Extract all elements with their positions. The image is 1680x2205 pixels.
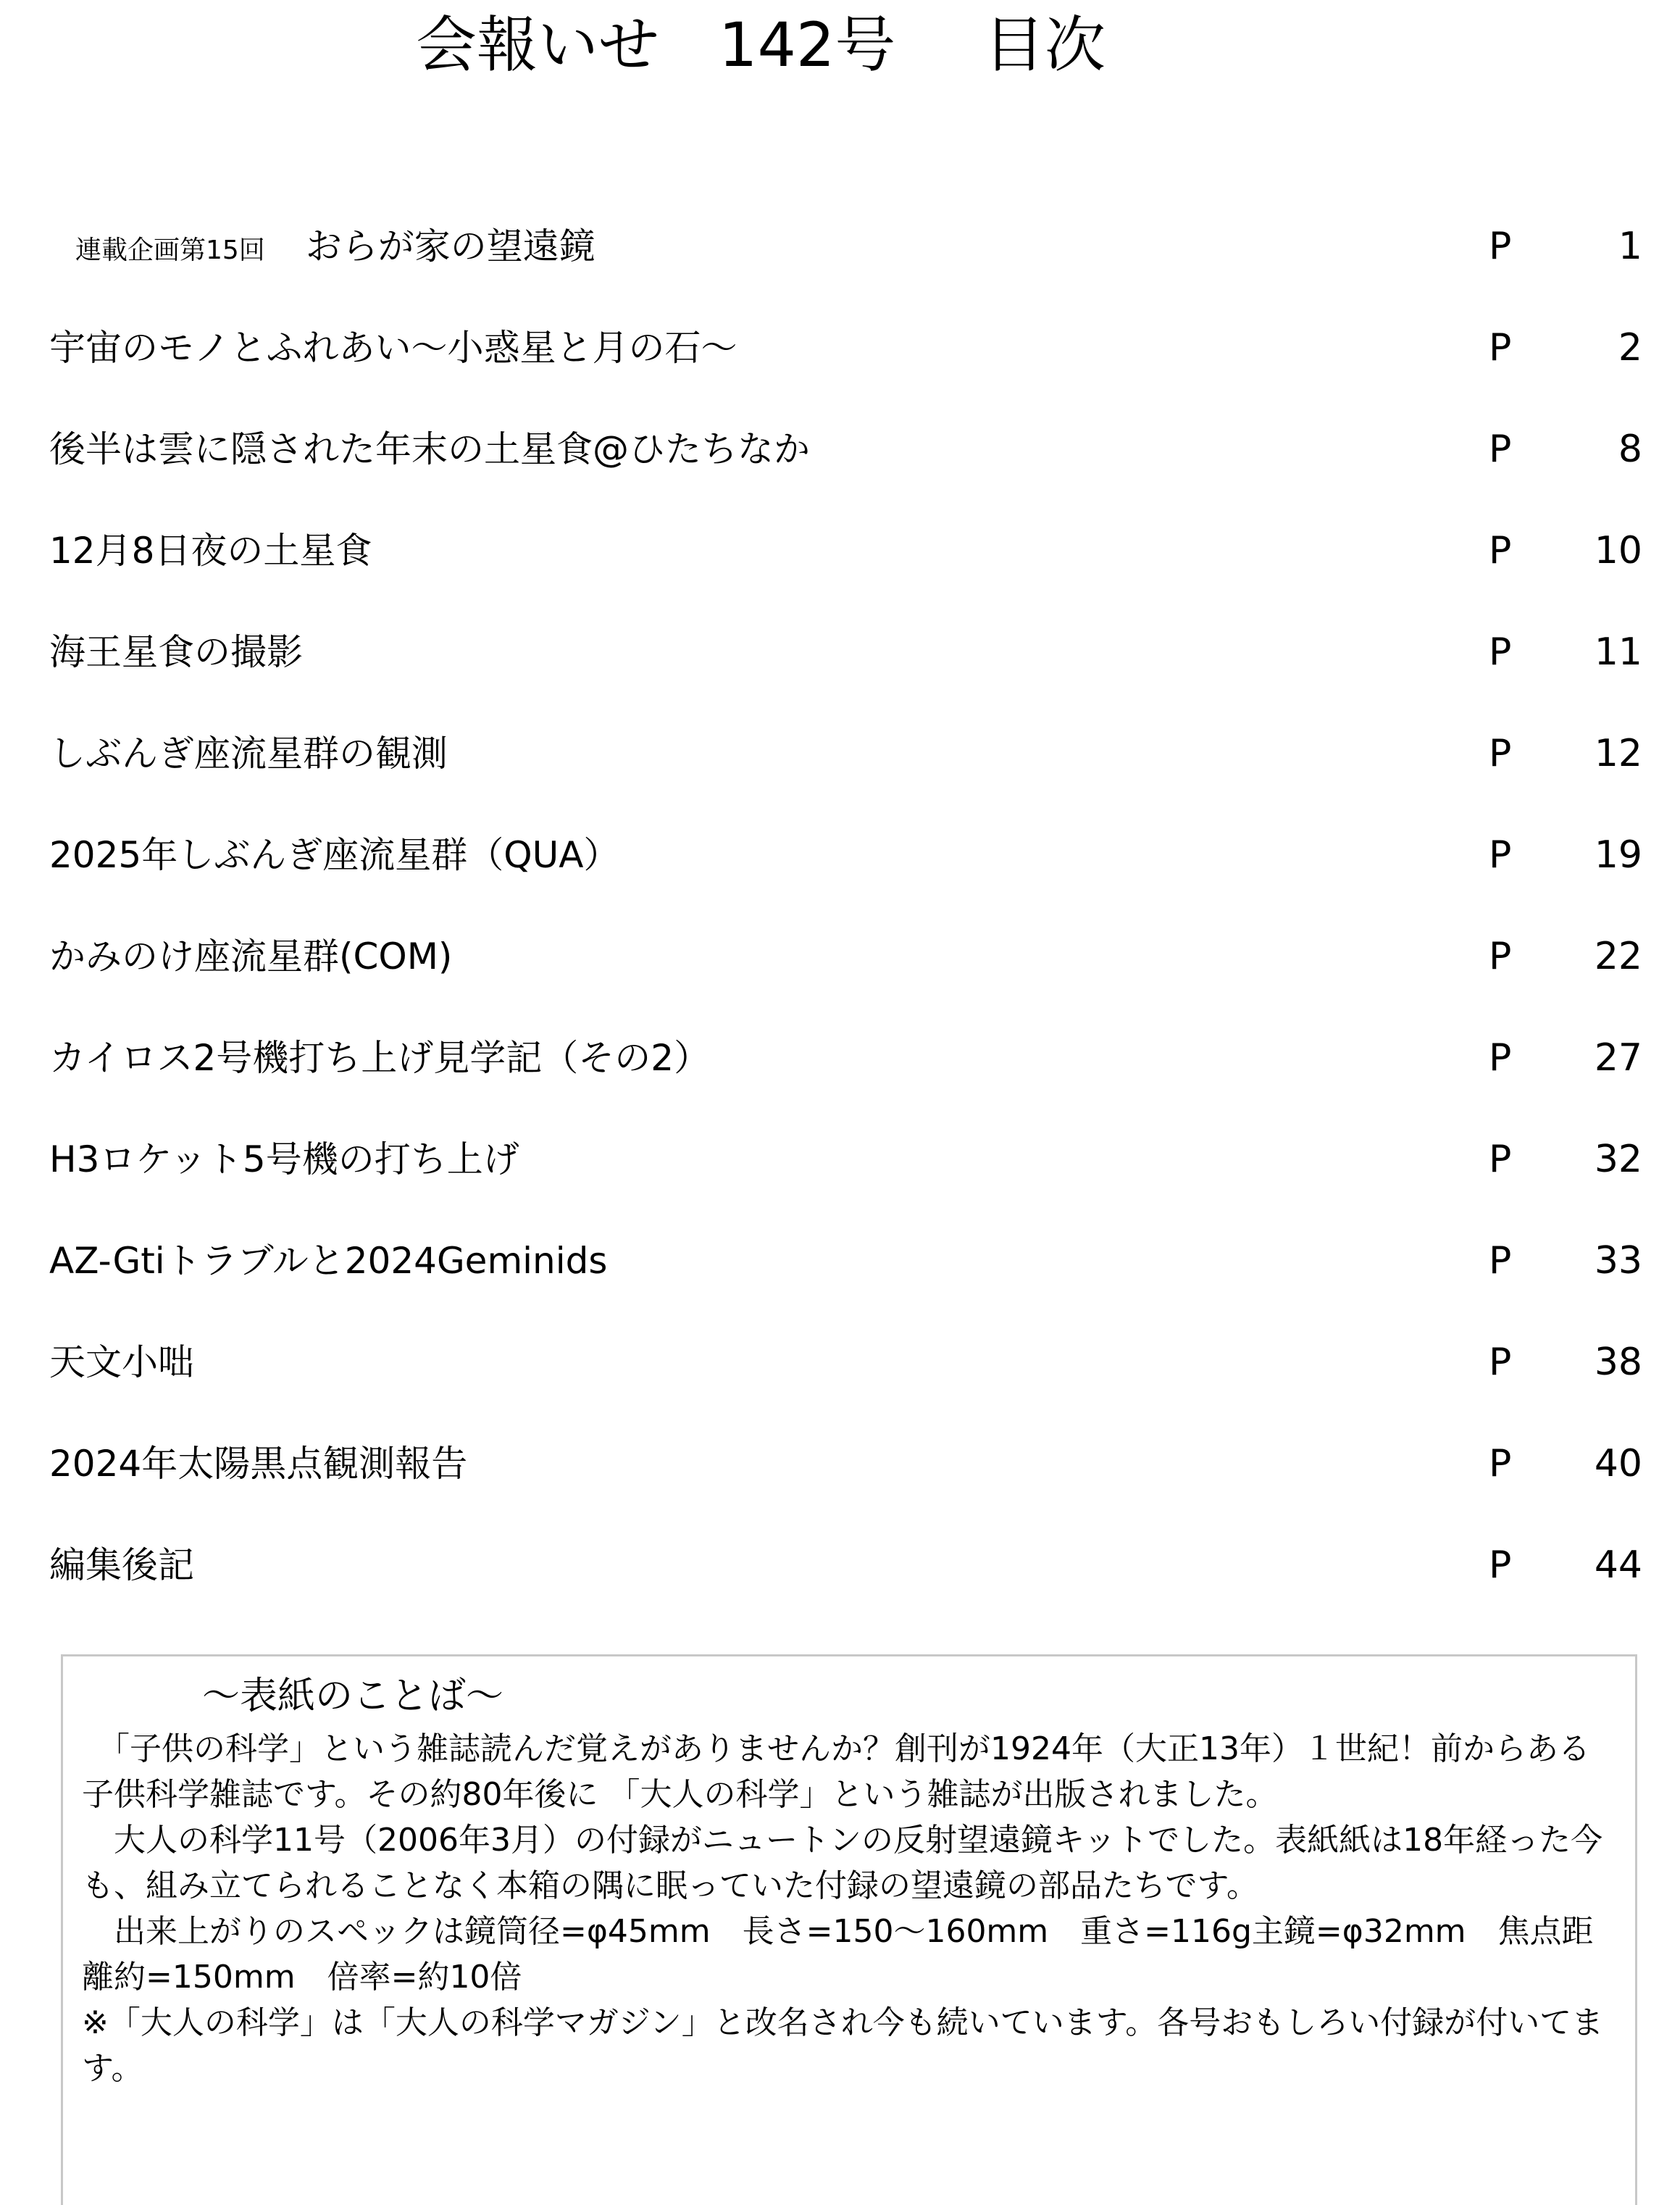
- toc-page-prefix: P: [1489, 1543, 1512, 1587]
- cover-paragraph: 「子供の科学」という雑誌読んだ覚えがありませんか？創刊が1924年（大正13年）１世紀！前からある子供科学雑誌です。その約80年後に 「大人の科学」という雑誌が出版されました。: [82, 1730, 1590, 1813]
- toc-page-number: 8: [1618, 428, 1642, 471]
- toc-page-prefix: P: [1489, 1138, 1512, 1181]
- toc-row: [0, 217, 1680, 319]
- table-of-contents: [0, 217, 1680, 1638]
- toc-page-number: 2: [1618, 326, 1642, 370]
- toc-page-prefix: P: [1489, 1036, 1512, 1080]
- toc-row: [0, 1435, 1680, 1536]
- toc-page-number: 40: [1594, 1442, 1642, 1485]
- toc-row: [0, 725, 1680, 826]
- toc-page-prefix: P: [1489, 529, 1512, 572]
- toc-row: [0, 623, 1680, 725]
- document-title: [0, 0, 1680, 83]
- toc-page-number: 38: [1594, 1341, 1642, 1384]
- toc-page-prefix: P: [1489, 630, 1512, 674]
- toc-row: [0, 1333, 1680, 1435]
- toc-page-prefix: P: [1489, 1442, 1512, 1485]
- toc-page-number: 33: [1594, 1239, 1642, 1283]
- toc-row: [0, 826, 1680, 928]
- toc-entry-title: 宇宙のモノとふれあい～小惑星と月の石～: [49, 327, 737, 369]
- newsletter-name: 会報いせ: [416, 9, 660, 80]
- toc-page-number: 10: [1594, 529, 1642, 572]
- toc-page-prefix: P: [1489, 833, 1512, 877]
- toc-entry-title: 2024年太陽黒点観測報告: [49, 1443, 468, 1485]
- toc-entry-title: カイロス2号機打ち上げ見学記（その2）: [49, 1037, 711, 1079]
- toc-row: [0, 928, 1680, 1029]
- toc-page-number: 27: [1594, 1036, 1642, 1080]
- toc-entry-title: 海王星食の撮影: [49, 631, 303, 673]
- issue-number: 142号: [719, 9, 896, 80]
- toc-page-number: 11: [1594, 630, 1642, 674]
- toc-row: [0, 1232, 1680, 1333]
- cover-body: [82, 1726, 1618, 2091]
- toc-page-number: 12: [1594, 732, 1642, 775]
- toc-page-prefix: P: [1489, 428, 1512, 471]
- cover-paragraph: 出来上がりのスペックは鏡筒径=φ45mm 長さ=150～160mm 重さ=116g主鏡=φ32mm 焦点距離約=150mm 倍率=約10倍: [82, 1913, 1594, 1996]
- toc-page-number: 22: [1594, 935, 1642, 978]
- toc-page-number: 32: [1594, 1138, 1642, 1181]
- toc-entry-title: かみのけ座流星群(COM): [49, 935, 453, 978]
- toc-entry-title: 12月8日夜の土星食: [49, 530, 372, 572]
- toc-page-prefix: P: [1489, 1239, 1512, 1283]
- toc-entry-title: 後半は雲に隠された年末の土星食@ひたちなか: [49, 428, 810, 470]
- toc-entry-title: AZ-Gtiトラブルと2024Geminids: [49, 1240, 608, 1282]
- toc-entry-title: 2025年しぶんぎ座流星群（QUA）: [49, 834, 620, 876]
- toc-page-prefix: P: [1489, 732, 1512, 775]
- toc-page-prefix: P: [1489, 1341, 1512, 1384]
- toc-page-number: 44: [1594, 1543, 1642, 1587]
- toc-page-prefix: P: [1489, 935, 1512, 978]
- toc-series-label: 連載企画第15回: [75, 235, 265, 265]
- toc-row: [0, 522, 1680, 623]
- toc-entry-title: H3ロケット5号機の打ち上げ: [49, 1138, 519, 1180]
- toc-row: [0, 319, 1680, 420]
- toc-page-prefix: P: [1489, 326, 1512, 370]
- toc-entry-title-text: おらが家の望遠鏡: [305, 225, 595, 267]
- cover-description-box: [61, 1654, 1637, 2205]
- toc-entry-title: [75, 217, 595, 275]
- toc-entry-title: しぶんぎ座流星群の観測: [49, 733, 448, 775]
- toc-label: 目次: [984, 9, 1106, 80]
- toc-page-prefix: P: [1489, 225, 1512, 268]
- toc-row: [0, 420, 1680, 522]
- toc-page-number: 1: [1618, 225, 1642, 268]
- cover-paragraph: 大人の科学11号（2006年3月）の付録がニュートンの反射望遠鏡キットでした。表紙紙は18年経った今も、組み立てられることなく本箱の隅に眠っていた付録の望遠鏡の部品たちです。: [82, 1822, 1603, 1904]
- toc-row: [0, 1029, 1680, 1130]
- toc-row: [0, 1536, 1680, 1638]
- toc-entry-title: 編集後記: [49, 1544, 194, 1586]
- cover-heading: ～表紙のことば～: [202, 1675, 504, 1718]
- toc-page-number: 19: [1594, 833, 1642, 877]
- cover-paragraph: ※「大人の科学」は「大人の科学マガジン」と改名され今も続いています。各号おもしろい付録が付いてます。: [82, 2004, 1604, 2087]
- toc-row: [0, 1130, 1680, 1232]
- toc-entry-title: 天文小咄: [49, 1341, 194, 1383]
